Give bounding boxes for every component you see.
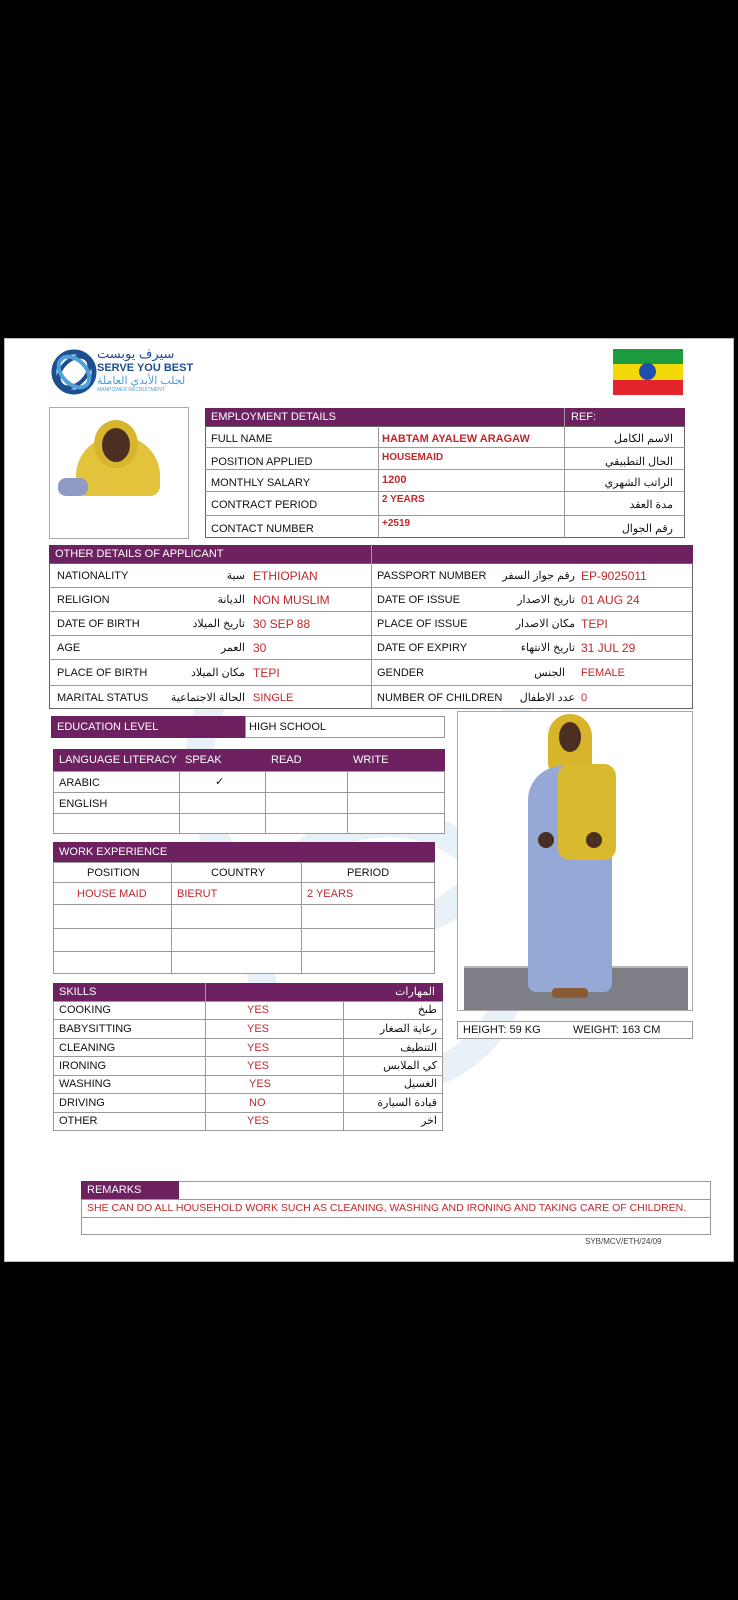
remarks-text: SHE CAN DO ALL HOUSEHOLD WORK SUCH AS CLEANING, WASHING AND IRONING AND TAKING CARE OF CHILDREN. — [87, 1202, 687, 1214]
company-tagline-en: MANPOWER RECRUITMENT — [97, 387, 165, 393]
company-tagline-ar: لجلب الأيدي العاملة — [97, 375, 186, 387]
check-icon: ✓ — [215, 776, 225, 788]
language-col-speak: SPEAK — [185, 754, 222, 766]
weight-value: WEIGHT: 163 CM — [573, 1024, 661, 1036]
remarks-header: REMARKS — [81, 1181, 179, 1199]
work-col-period: PERIOD — [347, 867, 390, 879]
language-col-write: WRITE — [353, 754, 389, 766]
work-col-country: COUNTRY — [211, 867, 266, 879]
height-value: HEIGHT: 59 KG — [463, 1024, 541, 1036]
education-value: HIGH SCHOOL — [249, 721, 327, 733]
applicant-face-photo — [49, 407, 189, 539]
language-col-literacy: LANGUAGE LITERACY — [59, 754, 177, 766]
ethiopia-flag-icon — [613, 349, 683, 395]
ref-label: REF: — [571, 411, 597, 423]
other-details-header: OTHER DETAILS OF APPLICANT — [49, 545, 693, 563]
footer-code: SYB/MCV/ETH/24/09 — [585, 1237, 662, 1246]
company-name-en: SERVE YOU BEST — [97, 362, 194, 374]
language-col-read: READ — [271, 754, 302, 766]
applicant-full-photo — [457, 711, 693, 1011]
work-header: WORK EXPERIENCE — [53, 842, 435, 862]
cv-sheet: سيرف يوبست SERVE YOU BEST لجلب الأيدي العاملة MANPOWER RECRUITMENT EMPLOYMENT DETAILS REF: FULL NAME HABTAM AYALEW ARAGAW الاسم الكامل POSITION APPLIED HOUSEMAID الحال التطبيقي MONTHLY SALARY 1200 الراتب الشهري CONTRACT PERIOD 2 YEARS مدة العقد CONTACT NUMBER +2519 رقم الجوال OTHER DETAILS OF APPLICANT NATIONALITY سية ETHIOPIAN RELIGION الديانة NON MUSLIM DATE OF BIRTH تاريخ الميلاد 30 SEP 88 AGE العمر 30 PLACE OF BIRTH مكان الميلاد TEPI MARITAL STATUS الحالة الاجتماعية SINGLE PASSPORT NUMBER رقم جواز السفر EP-9025011 DATE OF ISSUE تاريخ الاصدار 01 AUG 24 PLACE OF ISSUE مكان الاصدار TEPI DATE OF EXPIRY تاريخ الانتهاء 31 JUL 29 GENDER الجنس FEMALE NUMBER OF CHILDREN عدد الاطفال 0 EDUCATION LEVEL HIGH SCHOOL LANGUAGE LITERACY SPEAK READ WRITE ARABIC ✓ ENGLISH WORK EXPERIENCE POSITION COUNTRY PERIOD HOUSE MAID BIERUT 2 YEARS HEIGHT: 59 KG WEIGHT: 163 CM SKILLS المهارات COOKING YES طبخ BABYSITTING YES رعاية الصغار CLEANING YES التنظيف IRONING YES كي الملابس WASHING YES الغسيل DRIVING NO قيادة السيارة OTHER YES اخر REMARKS SHE CAN DO ALL HOUSEHOLD WORK SUCH AS CLEANING, WASHING AND IRONING AND TAKING CARE OF CHILDREN. SYB/MCV/ETH/24/09 — [4, 338, 734, 1262]
skills-header-ar: المهارات — [395, 986, 435, 998]
education-label: EDUCATION LEVEL — [51, 716, 245, 738]
company-name-ar: سيرف يوبست — [97, 346, 175, 361]
work-col-position: POSITION — [87, 867, 140, 879]
skills-header: SKILLS المهارات — [53, 983, 443, 1001]
employment-header: EMPLOYMENT DETAILS REF: — [205, 408, 685, 426]
knot-logo-icon — [51, 349, 97, 395]
